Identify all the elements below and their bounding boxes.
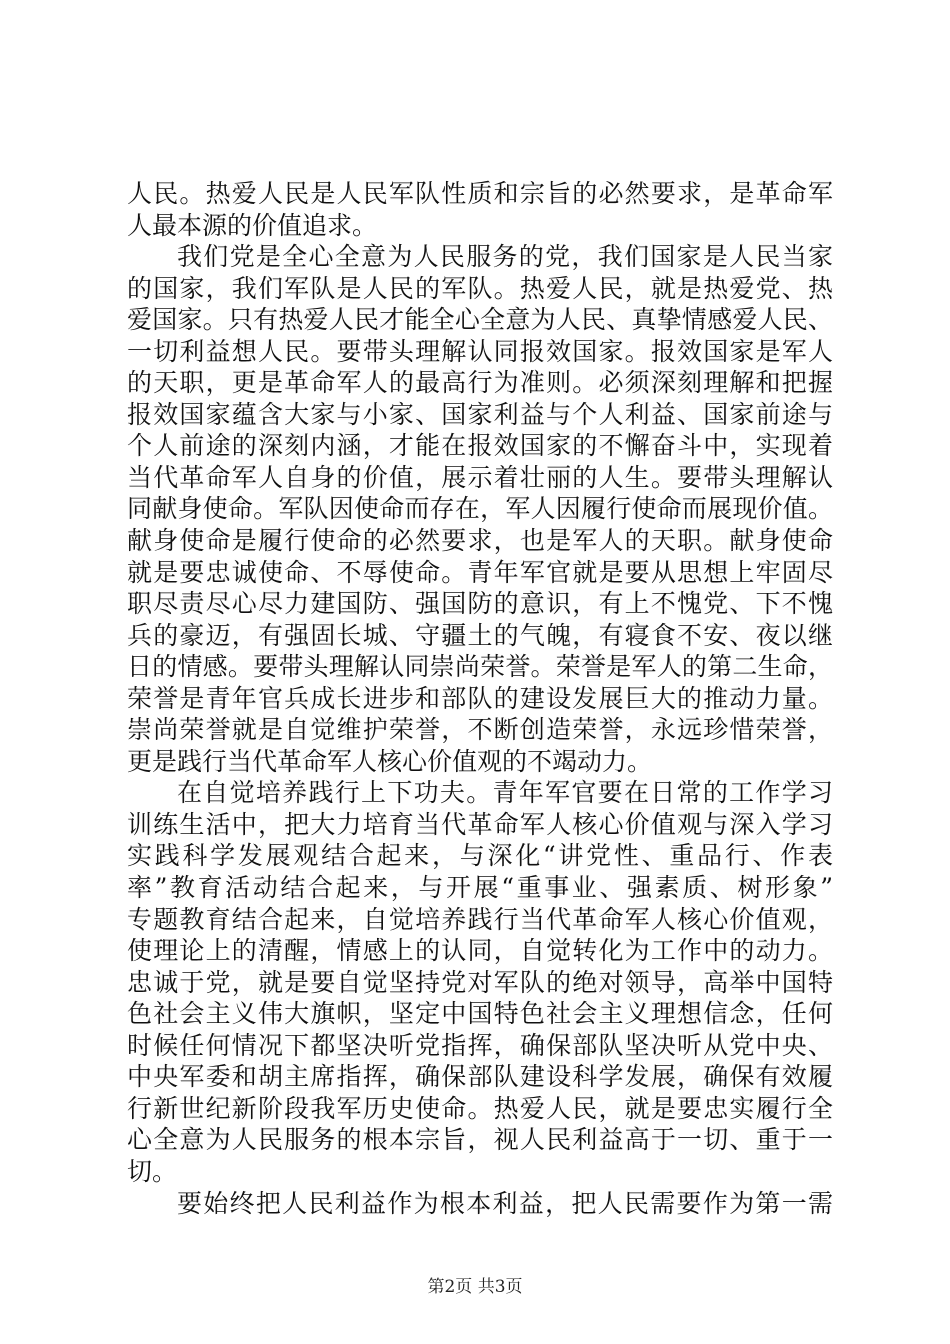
text-line: 专题教育结合起来，自觉培养践行当代革命军人核心价值观， (127, 904, 833, 934)
text-line: 在自觉培养践行上下功夫。青年军官要在日常的工作学习 (177, 778, 833, 808)
text-line: 的国家，我们军队是人民的军队。热爱人民，就是热爱党、热 (127, 273, 833, 303)
text-line: 心全意为人民服务的根本宗旨，视人民利益高于一切、重于一 (127, 1125, 833, 1155)
text-line: 就是要忠诚使命、不辱使命。青年军官就是要从思想上牢固尽 (127, 557, 833, 587)
text-line: 日的情感。要带头理解认同崇尚荣誉。荣誉是军人的第二生命， (127, 652, 833, 682)
text-line: 行新世纪新阶段我军历史使命。热爱人民，就是要忠实履行全 (127, 1093, 833, 1123)
text-line: 色社会主义伟大旗帜，坚定中国特色社会主义理想信念，任何 (127, 999, 833, 1029)
text-line: 爱国家。只有热爱人民才能全心全意为人民、真挚情感爱人民、 (127, 305, 833, 335)
text-line: 我们党是全心全意为人民服务的党，我们国家是人民当家 (177, 242, 833, 272)
text-line: 一切利益想人民。要带头理解认同报效国家。报效国家是军人 (127, 336, 833, 366)
document-body (127, 178, 833, 1219)
text-line: 献身使命是履行使命的必然要求，也是军人的天职。献身使命 (127, 526, 833, 556)
page-number-footer: 第2页 共3页 (427, 1277, 523, 1297)
text-line: 人民。热爱人民是人民军队性质和宗旨的必然要求，是革命军 (127, 179, 833, 208)
text-line: 更是践行当代革命军人核心价值观的不竭动力。 (127, 746, 653, 776)
text-line: 使理论上的清醒，情感上的认同，自觉转化为工作中的动力。 (127, 936, 833, 966)
text-line: 职尽责尽心尽力建国防、强国防的意识，有上不愧党、下不愧 (127, 589, 833, 619)
text-line: 切。 (127, 1156, 178, 1186)
text-line: 个人前途的深刻内涵，才能在报效国家的不懈奋斗中，实现着 (127, 431, 833, 461)
text-line: 崇尚荣誉就是自觉维护荣誉，不断创造荣誉，永远珍惜荣誉， (127, 715, 833, 745)
text-line: 率”教育活动结合起来，与开展“重事业、强素质、树形象” (127, 873, 833, 903)
text-line: 时候任何情况下都坚决听党指挥，确保部队坚决听从党中央、 (127, 1030, 833, 1060)
text-line: 要始终把人民利益作为根本利益，把人民需要作为第一需 (177, 1188, 833, 1218)
text-line: 荣誉是青年官兵成长进步和部队的建设发展巨大的推动力量。 (127, 683, 833, 713)
text-line: 中央军委和胡主席指挥，确保部队建设科学发展，确保有效履 (127, 1062, 833, 1092)
text-line: 同献身使命。军队因使命而存在，军人因履行使命而展现价值。 (127, 494, 833, 524)
text-line: 人最本源的价值追求。 (127, 210, 378, 240)
text-line: 训练生活中，把大力培育当代革命军人核心价值观与深入学习 (127, 809, 833, 839)
text-line: 兵的豪迈，有强固长城、守疆土的气魄，有寝食不安、夜以继 (127, 620, 833, 650)
text-line: 报效国家蕴含大家与小家、国家利益与个人利益、国家前途与 (127, 399, 833, 429)
text-line: 实践科学发展观结合起来，与深化“讲党性、重品行、作表 (127, 841, 833, 871)
text-line: 忠诚于党，就是要自觉坚持党对军队的绝对领导，高举中国特 (127, 967, 833, 997)
text-line: 当代革命军人自身的价值，展示着壮丽的人生。要带头理解认 (127, 462, 833, 492)
text-line: 的天职，更是革命军人的最高行为准则。必须深刻理解和把握 (127, 368, 833, 398)
